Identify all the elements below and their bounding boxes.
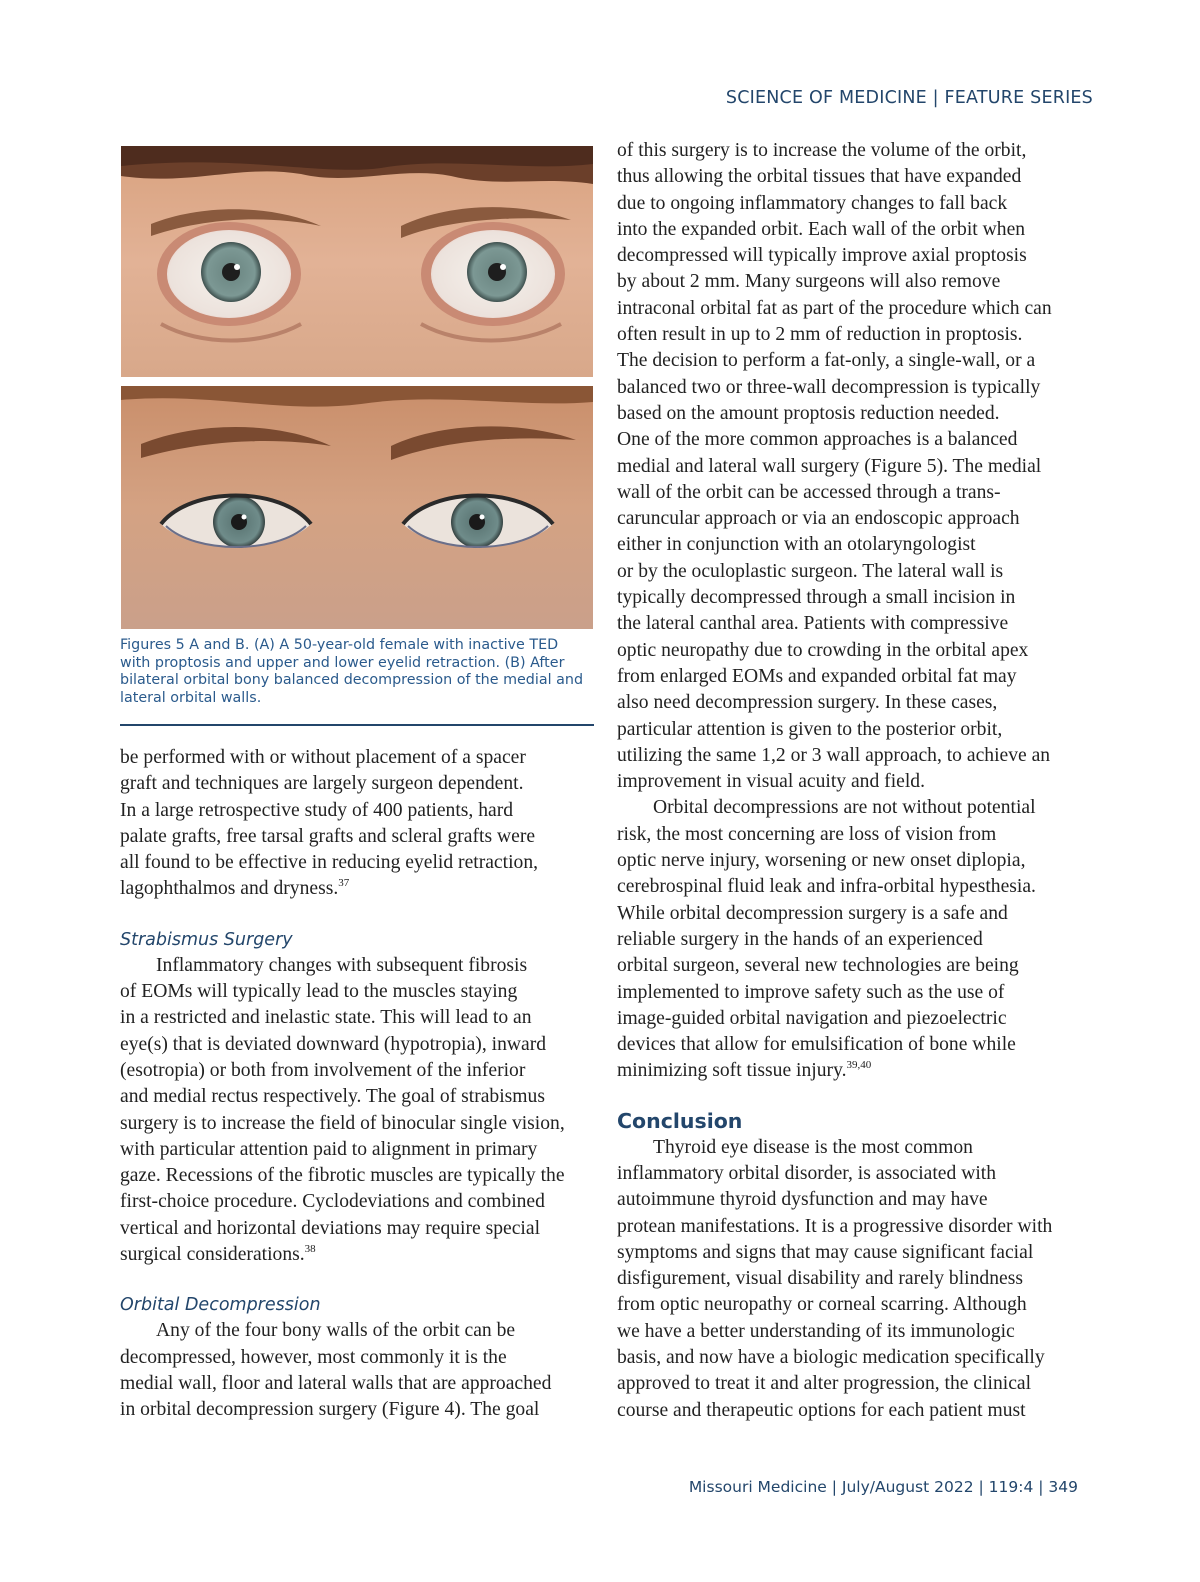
reference-mark: 39,40 [846, 1059, 872, 1072]
text-line: in orbital decompression surgery (Figure 4). The goal [120, 1399, 540, 1421]
text-line-with-ref [120, 876, 595, 902]
text-line: by about 2 mm. Many surgeons will also remove [617, 271, 1001, 293]
text-line: typically decompressed through a small incision in [617, 587, 1016, 609]
text-line: gaze. Recessions of the fibrotic muscles are typically the [120, 1165, 565, 1187]
text-line: balanced two or three-wall decompression is typically [617, 376, 1041, 398]
text-line: disfigurement, visual disability and rarely blindness [617, 1268, 1023, 1290]
left-paragraph-1 [120, 745, 595, 903]
text-line: Inflammatory changes with subsequent fibrosis [156, 954, 528, 976]
text-line: either in conjunction with an otolaryngologist [617, 534, 976, 556]
text-line: often result in up to 2 mm of reduction in proptosis. [617, 324, 1023, 346]
right-paragraph-2 [617, 795, 1097, 1084]
text-line: intraconal orbital fat as part of the procedure which can [617, 297, 1052, 319]
text-line: with particular attention paid to alignment in primary [120, 1138, 538, 1160]
text-line: palate grafts, free tarsal grafts and scleral grafts were [120, 825, 536, 847]
figure-5a-photo [121, 146, 593, 377]
text-line: optic neuropathy due to crowding in the orbital apex [617, 639, 1029, 661]
text-line: orbital surgeon, several new technologies are being [617, 955, 1019, 977]
text-line: In a large retrospective study of 400 patients, hard [120, 799, 514, 821]
right-column [617, 138, 1097, 1424]
text-line: Any of the four bony walls of the orbit can be [156, 1320, 516, 1342]
text-line: due to ongoing inflammatory changes to fall back [617, 192, 1008, 214]
text-line: from enlarged EOMs and expanded orbital fat may [617, 665, 1017, 687]
running-header: SCIENCE OF MEDICINE | FEATURE SERIES [725, 88, 1093, 108]
text-line: autoimmune thyroid dysfunction and may have [617, 1189, 988, 1211]
conclusion-paragraph [617, 1135, 1097, 1424]
text-line: decompressed will typically improve axial proptosis [617, 245, 1027, 267]
text-line: wall of the orbit can be accessed through a trans- [617, 481, 1001, 503]
text-line: One of the more common approaches is a balanced [617, 429, 1018, 451]
text-line: particular attention is given to the posterior orbit, [617, 718, 1003, 740]
text-line: While orbital decompression surgery is a safe and [617, 902, 1008, 924]
reference-mark: 37 [338, 877, 350, 890]
text-line: cerebrospinal fluid leak and infra-orbital hypesthesia. [617, 876, 1036, 898]
text-line: minimizing soft tissue injury. [617, 1060, 847, 1082]
text-line: reliable surgery in the hands of an experienced [617, 928, 983, 950]
figure-caption: Figures 5 A and B. (A) A 50-year-old female with inactive TED with proptosis and upper and lower eyelid retraction. (B) After bilateral orbital bony balanced decompression of the medial and lateral orbital walls. [120, 637, 584, 706]
text-line: The decision to perform a fat-only, a single-wall, or a [617, 350, 1036, 372]
text-line: lagophthalmos and dryness. [120, 878, 339, 900]
text-line: of this surgery is to increase the volume of the orbit, [617, 140, 1027, 161]
text-line: or by the oculoplastic surgeon. The lateral wall is [617, 560, 1004, 582]
text-line: the lateral canthal area. Patients with compressive [617, 613, 1009, 635]
text-line: improvement in visual acuity and field. [617, 771, 925, 793]
page-footer: Missouri Medicine | July/August 2022 | 119:4 | 349 [688, 1478, 1078, 1496]
text-line: we have a better understanding of its immunologic [617, 1320, 1015, 1342]
orbital-paragraph [120, 1318, 595, 1423]
text-line: of EOMs will typically lead to the muscles staying [120, 981, 518, 1003]
text-line: devices that allow for emulsification of bone while [617, 1034, 1016, 1056]
text-line: surgery is to increase the field of binocular single vision, [120, 1112, 565, 1134]
text-line: (esotropia) or both from involvement of the inferior [120, 1059, 526, 1081]
text-line: Thyroid eye disease is the most common [653, 1136, 973, 1158]
text-line: based on the amount proptosis reduction needed. [617, 402, 1000, 424]
text-line: optic nerve injury, worsening or new onset diplopia, [617, 850, 1026, 872]
figure-5b-photo [121, 386, 593, 629]
text-line: symptoms and signs that may cause significant facial [617, 1241, 1034, 1263]
text-line: into the expanded orbit. Each wall of the orbit when [617, 218, 1026, 240]
reference-mark: 38 [304, 1243, 316, 1256]
text-line: Orbital decompressions are not without potential [653, 797, 1036, 819]
text-line-with-ref [120, 1242, 595, 1268]
text-line: vertical and horizontal deviations may require special [120, 1217, 541, 1239]
text-line: be performed with or without placement of a spacer [120, 747, 526, 768]
left-column [120, 745, 595, 1424]
text-line: all found to be effective in reducing eyelid retraction, [120, 852, 539, 874]
text-line-with-ref [617, 1058, 1097, 1084]
text-line: risk, the most concerning are loss of vision from [617, 823, 997, 845]
text-line: basis, and now have a biologic medication specifically [617, 1347, 1045, 1369]
text-line: eye(s) that is deviated downward (hypotropia), inward [120, 1033, 547, 1055]
text-line: utilizing the same 1,2 or 3 wall approach, to achieve an [617, 744, 1051, 766]
text-line: caruncular approach or via an endoscopic approach [617, 508, 1020, 530]
text-line: course and therapeutic options for each patient must [617, 1399, 1026, 1421]
text-line: and medial rectus respectively. The goal of strabismus [120, 1086, 545, 1108]
text-line: medial and lateral wall surgery (Figure 5). The medial [617, 455, 1042, 477]
section-heading-strabismus: Strabismus Surgery [120, 929, 293, 950]
text-line: first-choice procedure. Cyclodeviations and combined [120, 1191, 545, 1213]
text-line: in a restricted and inelastic state. This will lead to an [120, 1007, 532, 1029]
text-line: from optic neuropathy or corneal scarring. Although [617, 1294, 1027, 1316]
section-heading-orbital-decompression: Orbital Decompression [120, 1295, 321, 1316]
text-line: medial wall, floor and lateral walls that are approached [120, 1372, 552, 1394]
caption-divider [120, 724, 594, 726]
text-line: also need decompression surgery. In these cases, [617, 692, 998, 714]
text-line: implemented to improve safety such as the use of [617, 981, 1005, 1003]
text-line: graft and techniques are largely surgeon dependent. [120, 773, 524, 795]
text-line: inflammatory orbital disorder, is associated with [617, 1162, 997, 1184]
text-line: surgical considerations. [120, 1244, 305, 1266]
text-line: image-guided orbital navigation and piezoelectric [617, 1007, 1007, 1029]
text-line: protean manifestations. It is a progressive disorder with [617, 1215, 1053, 1237]
section-heading-conclusion: Conclusion [617, 1108, 743, 1133]
text-line: approved to treat it and alter progression, the clinical [617, 1373, 1032, 1395]
text-line: thus allowing the orbital tissues that have expanded [617, 166, 1022, 188]
text-line: decompressed, however, most commonly it is the [120, 1346, 507, 1368]
right-paragraph-1 [617, 138, 1097, 795]
strabismus-paragraph [120, 953, 595, 1269]
